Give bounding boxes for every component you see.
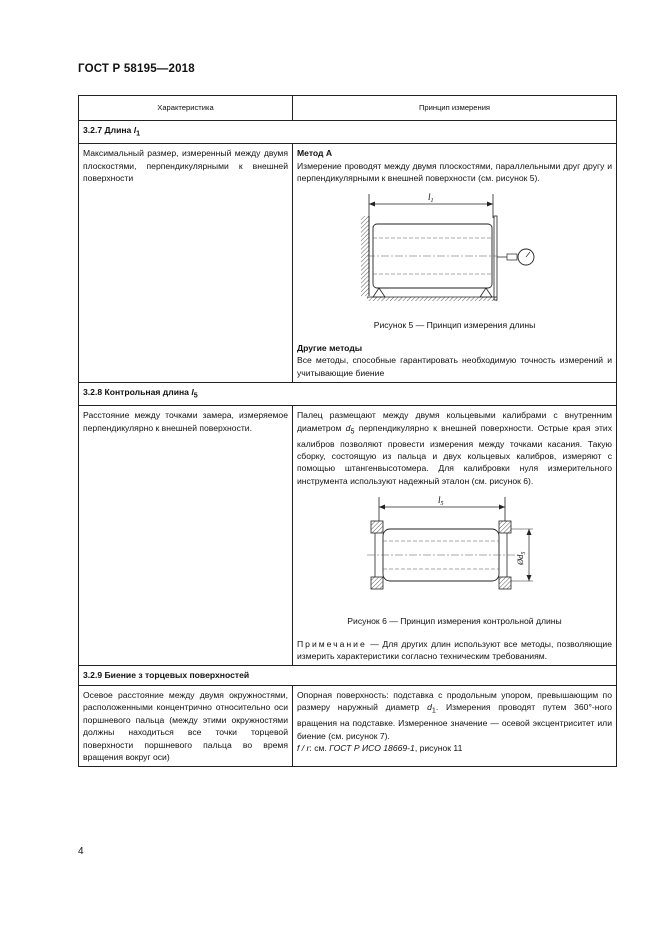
table-row xyxy=(79,406,617,666)
other-methods-text: Все методы, способные гарантировать необходимую точность измерений и учитывающие биение xyxy=(297,355,612,378)
section-title-3-2-7: 3.2.7 Длина $l_1$ xyxy=(79,121,617,144)
section-title-row xyxy=(79,382,617,405)
method-heading: Метод А xyxy=(297,148,333,159)
principle-cell xyxy=(293,406,617,666)
standard-reference: f / r: см. ГОСТ Р ИСО 18669-1, рисунок 11 xyxy=(297,743,463,754)
figure-5-caption: Рисунок 5 — Принцип измерения длины xyxy=(373,320,536,331)
principle-cell xyxy=(293,144,617,383)
figure-5-length-diagram xyxy=(297,190,613,315)
column-header-principle: Принцип измерения xyxy=(293,96,617,121)
principle-text: Опорная поверхность: подставка с продольным упором, превышающим по размеру наружный диаметр $d_1$. Измерения проводят путем 360°-ного вращения на подставке. Измеренное значение — осевой эксцентриситет или биение (см. рисунок 7). xyxy=(297,689,612,741)
section-title-row xyxy=(79,121,617,144)
principle-text: Палец размещают между двумя кольцевыми калибрами с внутренним диаметром $d_5$ перпендикулярно к внешней поверхности. Острые края этих калибров позволяют провести измерения между точками касания. Такую сборку, состоящую из пальца и двух кольцевых калибров, измеряют с помощью штангенвысотомера. Для калибровки нуля измерительного инструмента используют надежный эталон (см. рисунок 6). xyxy=(297,410,612,486)
section-title-3-2-9: 3.2.9 Биение з торцевых поверхностей xyxy=(79,666,617,685)
other-methods-heading: Другие методы xyxy=(297,342,363,353)
characteristic-cell: Осевое расстояние между двумя окружностями, расположенными концентрично относительно оси поршневого пальца (между этими окружностями должны находиться все точки торцевой поверхности поршневого пальца во время вращения вокруг оси) xyxy=(79,685,293,766)
figure-6-caption: Рисунок 6 — Принцип измерения контрольной длины xyxy=(347,616,562,627)
document-standard-header: ГОСТ Р 58195—2018 xyxy=(78,63,195,75)
note: Примечание — Для других длин используют все методы, позволяющие измерить характеристики согласно техническим требованиям. xyxy=(297,638,612,662)
page-number: 4 xyxy=(78,846,84,857)
table-header-row xyxy=(79,96,617,121)
section-title-row xyxy=(79,666,617,685)
table-row xyxy=(79,144,617,383)
dimension-label-l5: $l_5$ xyxy=(438,495,444,508)
diameter-label-d5: $Ød_5$ xyxy=(515,551,527,566)
characteristic-cell: Расстояние между точками замера, измеряемое перпендикулярно к внешней поверхности. xyxy=(79,406,293,666)
table-row xyxy=(79,685,617,766)
measurement-table xyxy=(78,95,617,767)
section-title-3-2-8: 3.2.8 Контрольная длина $l_5$ xyxy=(79,382,617,405)
dimension-label-l1: $l_1$ xyxy=(428,192,434,205)
characteristic-cell: Максимальный размер, измеренный между двумя плоскостями, перпендикулярными к внешней поверхности xyxy=(79,144,293,383)
method-text: Измерение проводят между двумя плоскостями, параллельными друг другу и перпендикулярными к внешней поверхности (см. рисунок 5). xyxy=(297,160,612,183)
principle-cell xyxy=(293,685,617,766)
column-header-characteristic: Характеристика xyxy=(79,96,293,121)
figure-6-control-length-diagram xyxy=(297,493,613,611)
